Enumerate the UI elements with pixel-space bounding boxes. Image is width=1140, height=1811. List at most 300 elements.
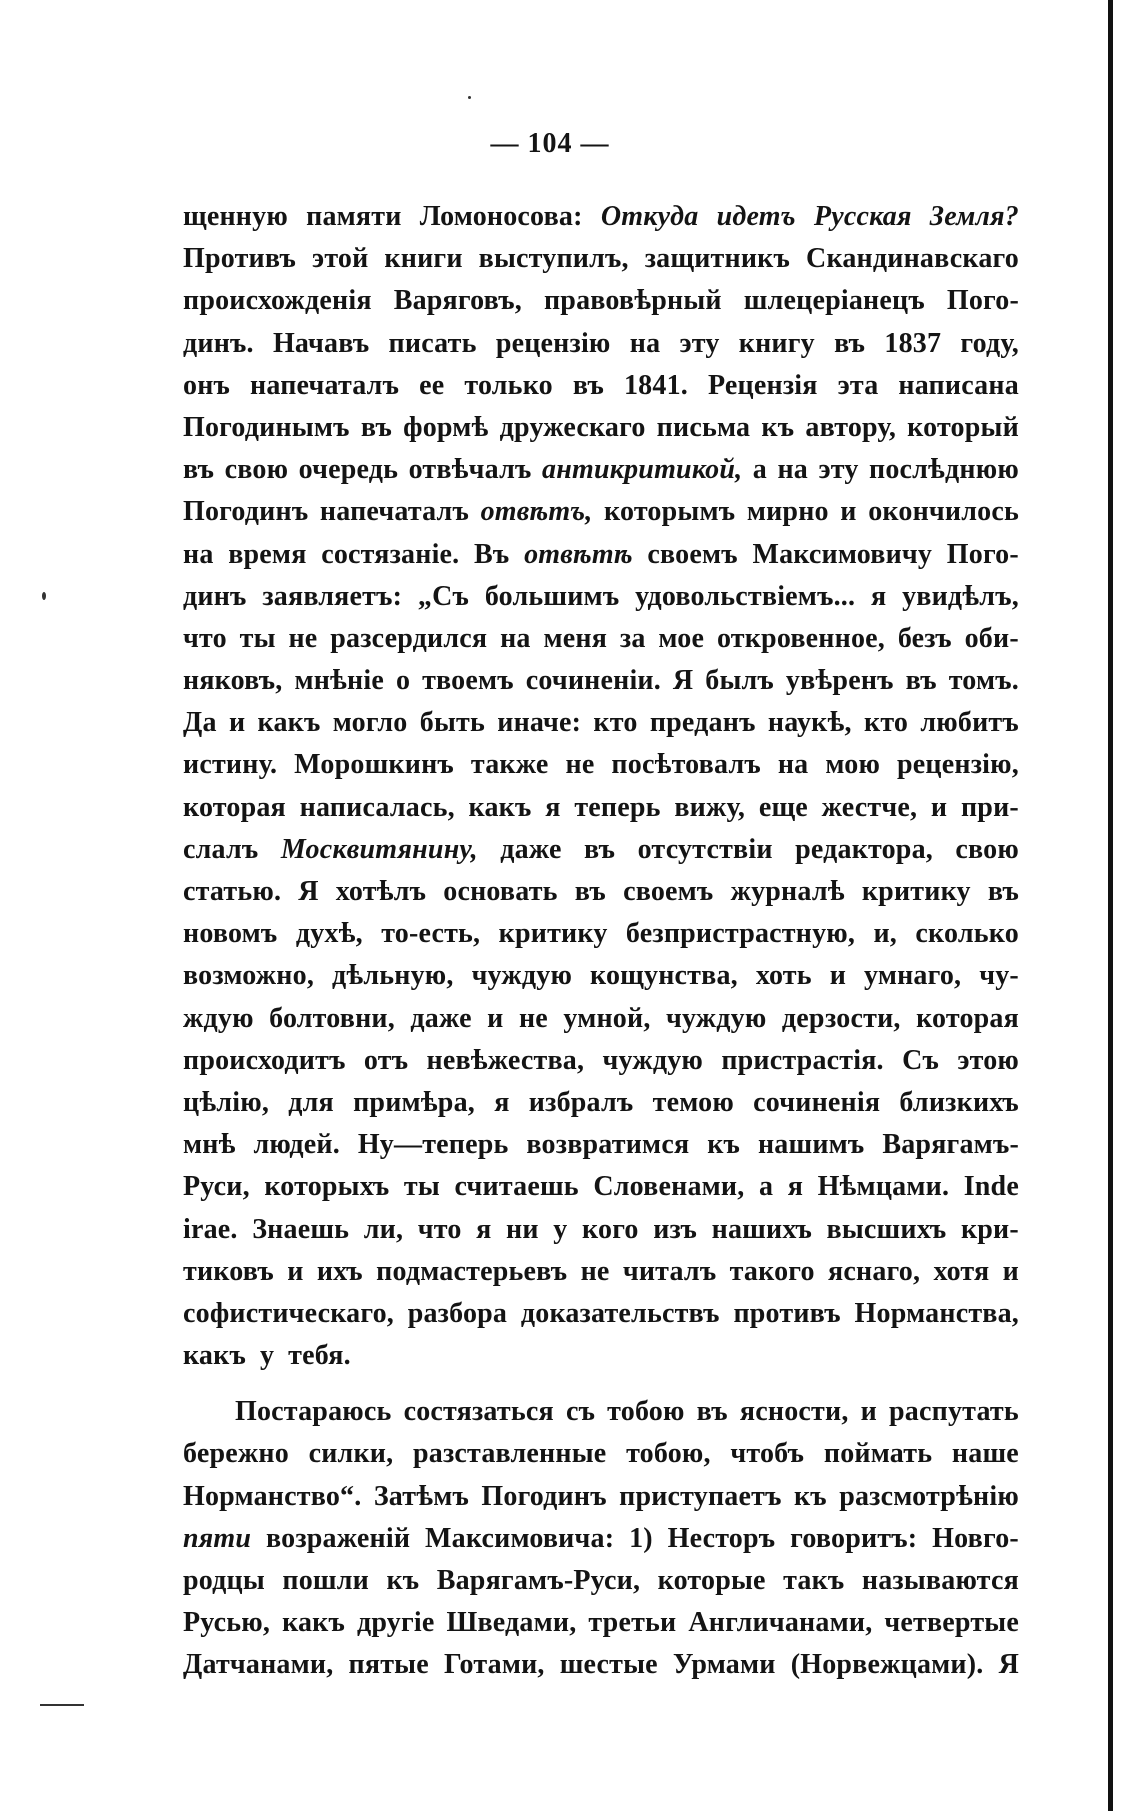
word: щенную <box>183 201 288 232</box>
text-line <box>183 323 1019 365</box>
text-line <box>183 1476 1019 1518</box>
text-line <box>183 238 1019 280</box>
text-line <box>183 618 1019 660</box>
word: приступаетъ <box>619 1480 782 1512</box>
word: болтовни, <box>269 1002 395 1034</box>
text-line <box>183 1602 1019 1644</box>
word: пристрастія. <box>721 1044 884 1076</box>
word: томъ. <box>948 665 1019 697</box>
word: пяти <box>183 1522 252 1554</box>
word: могло <box>332 707 408 739</box>
word: дѣльную, <box>331 960 454 992</box>
word: Скандинавскаго <box>806 243 1019 275</box>
word: отвѣчалъ <box>408 454 532 486</box>
word: что <box>417 1213 462 1245</box>
word: у <box>553 1213 568 1245</box>
word: наукѣ, <box>767 707 852 739</box>
word: хотя <box>933 1255 990 1287</box>
text-line <box>183 913 1019 955</box>
word: для <box>288 1086 334 1118</box>
word: Inde <box>963 1171 1019 1203</box>
word: Я <box>998 1649 1019 1681</box>
word: о <box>395 665 411 697</box>
word: истину. <box>183 749 278 781</box>
word: а <box>752 454 767 486</box>
word: людей. <box>253 1129 340 1161</box>
word: въ <box>834 327 866 359</box>
text-line <box>183 1293 1019 1335</box>
word: рецензію, <box>897 749 1019 781</box>
word: доказательствъ <box>520 1297 720 1329</box>
word: тобою <box>607 1396 685 1428</box>
word: быть <box>419 707 485 739</box>
word: своемъ <box>623 876 714 907</box>
word: критику <box>861 876 971 907</box>
word: Погодинъ <box>481 1480 607 1512</box>
word: разсердился <box>330 622 488 654</box>
word: и <box>1002 1255 1019 1287</box>
word: Я <box>298 876 319 907</box>
word: пятые <box>348 1649 429 1681</box>
word: яснаго, <box>828 1255 921 1287</box>
word: кого <box>582 1213 639 1245</box>
word: и <box>829 960 847 992</box>
word: возраженій <box>266 1522 411 1554</box>
word: ихъ <box>316 1255 363 1287</box>
word: Пого- <box>946 538 1019 570</box>
word: въ <box>584 833 616 865</box>
word: послѣднюю <box>868 454 1019 486</box>
word: поймать <box>823 1438 933 1470</box>
word: свою <box>955 833 1019 865</box>
word: считаешь <box>454 1171 579 1203</box>
word: которая <box>916 1002 1019 1034</box>
word: такого <box>729 1255 815 1287</box>
word: я <box>870 580 887 612</box>
word: въ <box>572 369 604 401</box>
word: цѣлію, <box>183 1086 270 1118</box>
word: новомъ <box>183 918 278 950</box>
word: въ <box>905 665 937 697</box>
word: которымъ <box>604 496 736 528</box>
word: 1) <box>629 1522 653 1554</box>
word: писать <box>388 327 477 359</box>
word: къ <box>761 411 795 443</box>
word: сочиненія <box>753 1086 881 1118</box>
word: Погодинъ <box>183 496 309 528</box>
word: меня <box>543 622 608 654</box>
text-line <box>183 998 1019 1040</box>
word: и <box>228 707 246 739</box>
word: нашихъ <box>711 1213 812 1245</box>
word: памяти <box>306 201 402 232</box>
word: этою <box>957 1044 1019 1076</box>
word: въ <box>574 876 606 907</box>
word: чтобъ <box>730 1438 805 1470</box>
word: какъ <box>282 1607 346 1639</box>
word: отъ <box>363 1044 409 1076</box>
text-line <box>183 534 1019 576</box>
word: четвертые <box>884 1607 1019 1639</box>
word: Варяговъ, <box>393 285 522 317</box>
word: пошли <box>282 1565 369 1596</box>
word: теперь <box>574 791 661 823</box>
word: Датчанами, <box>183 1649 334 1681</box>
word: Противъ <box>183 243 297 275</box>
word: дерзости, <box>781 1002 901 1034</box>
word: идетъ <box>716 201 796 232</box>
word: заявляетъ: <box>262 580 403 612</box>
word: преданъ <box>649 707 756 739</box>
word: написалась, <box>299 791 455 823</box>
word: духѣ, <box>295 918 363 950</box>
word: сочиненіи. <box>525 665 661 697</box>
word: чуждую <box>665 1002 767 1034</box>
text-line <box>183 1166 1019 1208</box>
word: статью. <box>183 876 282 907</box>
word: и <box>930 791 948 823</box>
text-line <box>183 1391 1019 1433</box>
word: и <box>840 496 857 528</box>
word: 1837 <box>884 327 942 359</box>
word: происхожденія <box>183 285 372 317</box>
word: на <box>777 454 808 486</box>
word: напечаталъ <box>319 496 469 528</box>
text-line <box>183 407 1019 449</box>
text-line <box>183 491 1019 533</box>
word: критику <box>498 918 608 950</box>
word: кри- <box>960 1213 1019 1245</box>
word: наше <box>951 1438 1019 1470</box>
text-line <box>183 1209 1019 1251</box>
word: Морошкинъ <box>294 749 454 781</box>
word: ли, <box>363 1213 404 1245</box>
word: няковъ, <box>183 665 283 697</box>
word: Новго- <box>932 1522 1019 1554</box>
text-line <box>183 1560 1019 1602</box>
word: я <box>545 791 561 823</box>
word: какъ <box>468 791 532 823</box>
word: я <box>494 1086 510 1118</box>
word: другіе <box>357 1607 435 1639</box>
word: ее <box>419 369 445 401</box>
word: софистическаго, <box>183 1297 394 1329</box>
text-line <box>183 1644 1019 1686</box>
word: напечаталъ <box>250 369 400 401</box>
word: на <box>629 327 661 359</box>
word: Постараюсь <box>235 1396 392 1428</box>
word: irae. <box>183 1213 238 1245</box>
word: которые <box>657 1565 766 1596</box>
text-line <box>183 576 1019 618</box>
word: Максимовичу <box>752 538 933 570</box>
word: называются <box>861 1565 1019 1596</box>
word: Я <box>672 665 694 697</box>
word: отсутствіи <box>637 833 773 865</box>
word: хоть <box>755 960 812 992</box>
word: увѣренъ <box>785 665 894 697</box>
word: отвѣтѣ <box>524 538 633 570</box>
word: Русью, <box>183 1607 271 1639</box>
word: возможно, <box>183 960 315 992</box>
word: разбора <box>407 1297 508 1329</box>
word: Англичанами, <box>688 1607 873 1639</box>
word: только <box>464 369 553 401</box>
word: дружескаго <box>499 411 646 443</box>
word: какъ <box>257 707 321 739</box>
word: на <box>183 538 214 570</box>
word: Знаешь <box>252 1213 350 1245</box>
text-line <box>183 1124 1019 1166</box>
word: Готами, <box>443 1649 545 1681</box>
word: Несторъ <box>667 1522 776 1554</box>
word: то-есть, <box>381 918 481 950</box>
text-line <box>183 871 1019 913</box>
word: удовольствіемъ... <box>635 580 856 612</box>
margin-mark <box>40 1704 84 1706</box>
word: году, <box>960 327 1019 359</box>
word: оби- <box>964 622 1019 654</box>
word: основать <box>443 876 558 907</box>
word: ждую <box>183 1002 254 1034</box>
word: книгу <box>738 327 815 359</box>
word: откровенное, <box>716 622 885 654</box>
word: мирно <box>746 496 829 528</box>
word: подмастерьевъ <box>376 1255 568 1287</box>
word: окончилось <box>868 496 1019 528</box>
word: которая <box>183 791 286 823</box>
word: динъ <box>183 580 247 612</box>
word: книги <box>384 243 463 275</box>
word: безъ <box>897 622 952 654</box>
text-line <box>183 1082 1019 1124</box>
paragraph-gap <box>183 1377 1019 1391</box>
word: состязаніе. <box>321 538 460 570</box>
word: Пого- <box>946 285 1019 317</box>
word: съ <box>565 1396 596 1428</box>
text-line <box>183 1335 1019 1377</box>
word: твоемъ <box>422 665 514 697</box>
body-text <box>183 196 1019 1687</box>
text-line <box>183 365 1019 407</box>
word: въ <box>696 1396 728 1428</box>
word: ты <box>403 1171 440 1203</box>
word: въ <box>987 876 1019 907</box>
word: редактора, <box>795 833 933 865</box>
word: не <box>518 1002 548 1034</box>
word: ты <box>239 622 276 654</box>
word: какъ <box>183 1340 246 1372</box>
word: чуждую <box>471 960 573 992</box>
text-line <box>183 1251 1019 1293</box>
word: къ <box>707 1129 741 1161</box>
word: слалъ <box>183 833 259 865</box>
word: которыхъ <box>264 1171 390 1203</box>
word: отвѣтъ, <box>480 496 593 528</box>
word: посѣтовалъ <box>611 749 761 781</box>
word: не <box>288 622 318 654</box>
word: динъ. <box>183 327 254 359</box>
word: эта <box>837 369 879 401</box>
word: эту <box>679 327 720 359</box>
word: Откуда <box>600 201 699 232</box>
word: на <box>500 622 531 654</box>
word: безпристрастную, <box>625 918 856 950</box>
word: (Норвежцами). <box>790 1649 984 1681</box>
word: тебя. <box>288 1340 351 1372</box>
word: своемъ <box>647 538 738 570</box>
word: за <box>619 622 646 654</box>
word: при- <box>960 791 1019 823</box>
word: 1841. <box>623 369 688 401</box>
word: даже <box>500 833 562 865</box>
word: Максимовича: <box>425 1522 615 1554</box>
text-line <box>183 1518 1019 1560</box>
word: этой <box>312 243 369 275</box>
word: избралъ <box>528 1086 634 1118</box>
word: Погодинымъ <box>183 411 350 443</box>
word: третьи <box>588 1607 677 1639</box>
word: который <box>907 411 1019 443</box>
word: Варягамъ- <box>882 1129 1019 1161</box>
word: умнаго, <box>864 960 962 992</box>
word: нашимъ <box>757 1129 865 1161</box>
word: „Съ <box>417 580 470 612</box>
word: говоритъ: <box>790 1522 918 1554</box>
word: Въ <box>474 538 510 570</box>
word: въ <box>360 411 392 443</box>
page-edge-rule <box>1108 0 1113 1811</box>
word: большимъ <box>484 580 620 612</box>
word: защитникъ <box>644 243 791 275</box>
word: Москвитянину, <box>280 833 478 865</box>
word: свою <box>224 454 289 486</box>
word: вижу, <box>674 791 746 823</box>
scan-speck <box>468 96 471 99</box>
word: читалъ <box>622 1255 717 1287</box>
text-line <box>183 1433 1019 1475</box>
word: разставленные <box>413 1438 607 1470</box>
word: очередь <box>298 454 399 486</box>
word: письма <box>656 411 751 443</box>
scan-speck <box>42 592 46 600</box>
text-line <box>183 660 1019 702</box>
word: сколько <box>915 918 1019 950</box>
word: чуждую <box>602 1044 704 1076</box>
word: мое <box>658 622 705 654</box>
word: силки, <box>308 1438 394 1470</box>
word: Ломоносова: <box>419 201 583 232</box>
word: Норманство“. <box>183 1480 362 1512</box>
word: Ну—теперь <box>357 1129 509 1161</box>
word: примѣра, <box>353 1086 475 1118</box>
word: еще <box>758 791 808 823</box>
word: и <box>860 1396 877 1428</box>
word: невѣжества, <box>426 1044 585 1076</box>
word: ясности, <box>739 1396 849 1428</box>
word: кощунства, <box>590 960 738 992</box>
word: близкихъ <box>899 1086 1019 1118</box>
word: на <box>777 749 809 781</box>
word: къ <box>386 1565 420 1596</box>
word: ни <box>506 1213 539 1245</box>
word: написана <box>898 369 1019 401</box>
word: Рецензія <box>707 369 818 401</box>
word: и, <box>873 918 898 950</box>
text-line <box>183 787 1019 829</box>
text-line <box>183 955 1019 997</box>
text-line <box>183 280 1019 322</box>
word: я <box>476 1213 492 1245</box>
word: чу- <box>979 960 1019 992</box>
word: журналѣ <box>730 876 845 907</box>
word: мнѣ <box>183 1129 236 1161</box>
word: выступилъ, <box>478 243 629 275</box>
word: состязаться <box>403 1396 554 1428</box>
word: не <box>580 1255 610 1287</box>
word: а <box>758 1171 774 1203</box>
word: хотѣлъ <box>335 876 427 907</box>
text-line <box>183 744 1019 786</box>
word: и <box>287 1255 304 1287</box>
text-line <box>183 196 1019 238</box>
word: мою <box>825 749 881 781</box>
word: происходитъ <box>183 1044 346 1076</box>
word: эту <box>818 454 859 486</box>
word: Норманства, <box>854 1297 1019 1329</box>
word: распутать <box>889 1396 1019 1428</box>
text-line <box>183 702 1019 744</box>
page-number: — 104 — <box>490 128 610 159</box>
word: не <box>565 749 595 781</box>
word: къ <box>793 1480 827 1512</box>
word: тиковъ <box>183 1255 274 1287</box>
word: Словенами, <box>593 1171 745 1203</box>
word: увидѣлъ, <box>902 580 1019 612</box>
word: шестые <box>559 1649 658 1681</box>
word: умной, <box>563 1002 651 1034</box>
text-line <box>183 449 1019 491</box>
word: Нѣмцами. <box>817 1171 950 1203</box>
word: темою <box>652 1086 734 1118</box>
word: кто <box>593 707 638 739</box>
word: Шведами, <box>446 1607 577 1639</box>
word: правовѣрный <box>543 285 722 317</box>
word: изъ <box>653 1213 698 1245</box>
word: онъ <box>183 369 231 401</box>
word: кто <box>864 707 909 739</box>
word: Русская <box>813 201 912 232</box>
word: иначе: <box>497 707 582 739</box>
word: высшихъ <box>826 1213 947 1245</box>
word: родцы <box>183 1565 265 1596</box>
word: Съ <box>902 1044 940 1076</box>
word: мнѣніе <box>294 665 384 697</box>
word: Руси, <box>183 1171 250 1203</box>
word: у <box>259 1340 275 1372</box>
word: такъ <box>783 1565 845 1596</box>
word: рецензію <box>495 327 611 359</box>
word: я <box>787 1171 804 1203</box>
word: также <box>470 749 549 781</box>
word: Варягамъ-Руси, <box>436 1565 641 1596</box>
word: антикритикой, <box>542 454 743 486</box>
word: время <box>228 538 307 570</box>
word: Затѣмъ <box>373 1480 470 1512</box>
word: былъ <box>705 665 774 697</box>
word: разсмотрѣнію <box>839 1480 1019 1512</box>
word: что <box>183 622 227 654</box>
